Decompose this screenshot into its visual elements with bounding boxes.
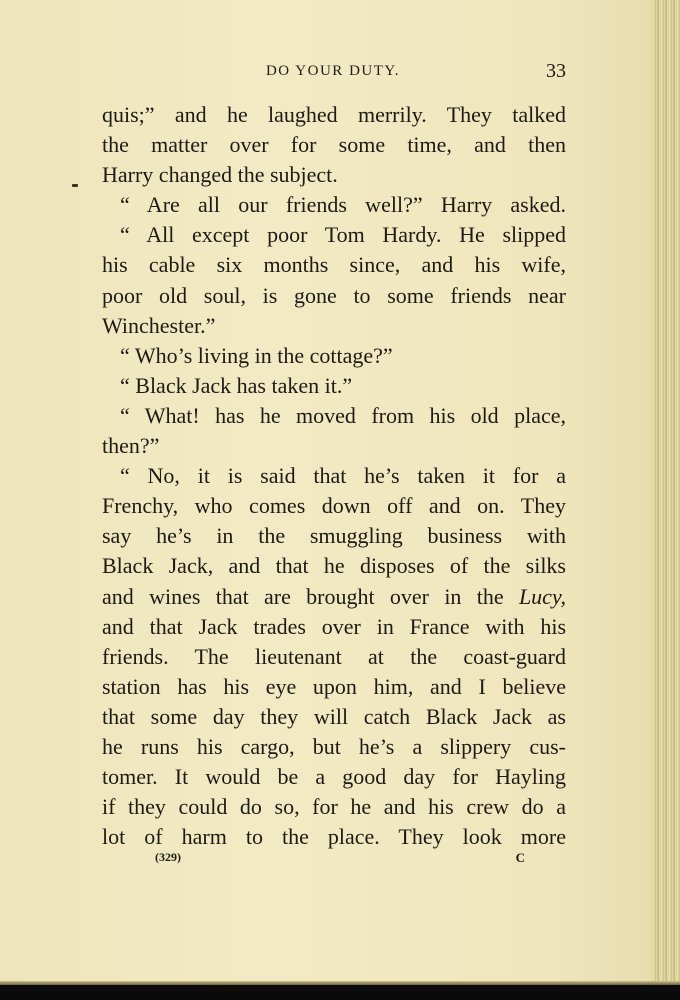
- text-line: “ All except poor Tom Hardy. He slipped: [120, 222, 566, 248]
- margin-mark: [72, 184, 78, 187]
- text-line: “ Who’s living in the cottage?”: [120, 342, 393, 368]
- text-line: “ Black Jack has taken it.”: [120, 372, 353, 398]
- text-line: his cable six months since, and his wife,: [102, 252, 566, 278]
- italic-ship-name: Lucy,: [518, 583, 566, 609]
- scan-shadow: [0, 985, 680, 1000]
- text-fragment: and wines that are brought over in the: [102, 583, 504, 609]
- page-number: 33: [546, 60, 566, 82]
- text-line: if they could do so, for he and his crew do a: [102, 794, 566, 820]
- text-line: then?”: [102, 433, 160, 459]
- text-line: Frenchy, who comes down off and on. They: [102, 493, 566, 519]
- body-text: [102, 100, 566, 852]
- text-line: and that Jack trades over in France with his: [102, 613, 566, 639]
- signature-number: (329): [155, 850, 181, 864]
- text-line: Black Jack, and that he disposes of the silks: [102, 553, 566, 579]
- text-line: friends. The lieutenant at the coast-guard: [102, 643, 566, 669]
- page-footer: [155, 850, 525, 870]
- text-line: he runs his cargo, but he’s a slippery cus-: [102, 733, 566, 759]
- text-line: Winchester.”: [102, 312, 216, 338]
- text-line: the matter over for some time, and then: [102, 132, 566, 158]
- text-line: “ No, it is said that he’s taken it for a: [120, 463, 566, 489]
- text-line: lot of harm to the place. They look more: [102, 824, 566, 850]
- text-line: [102, 582, 566, 612]
- text-line: quis;” and he laughed merrily. They talked: [102, 102, 566, 127]
- text-line: poor old soul, is gone to some friends near: [102, 282, 566, 308]
- page-header: [100, 60, 566, 84]
- text-line: say he’s in the smuggling business with: [102, 523, 566, 549]
- text-line: that some day they will catch Black Jack as: [102, 703, 566, 729]
- text-line: “ What! has he moved from his old place,: [120, 402, 566, 428]
- text-line: station has his eye upon him, and I believe: [102, 673, 566, 699]
- text-line: Harry changed the subject.: [102, 162, 338, 188]
- page-edges: [652, 0, 680, 985]
- signature-letter: C: [515, 850, 525, 865]
- running-head: DO YOUR DUTY.: [265, 63, 401, 79]
- text-line: “ Are all our friends well?” Harry asked.: [120, 192, 566, 218]
- text-line: tomer. It would be a good day for Hayling: [102, 764, 566, 790]
